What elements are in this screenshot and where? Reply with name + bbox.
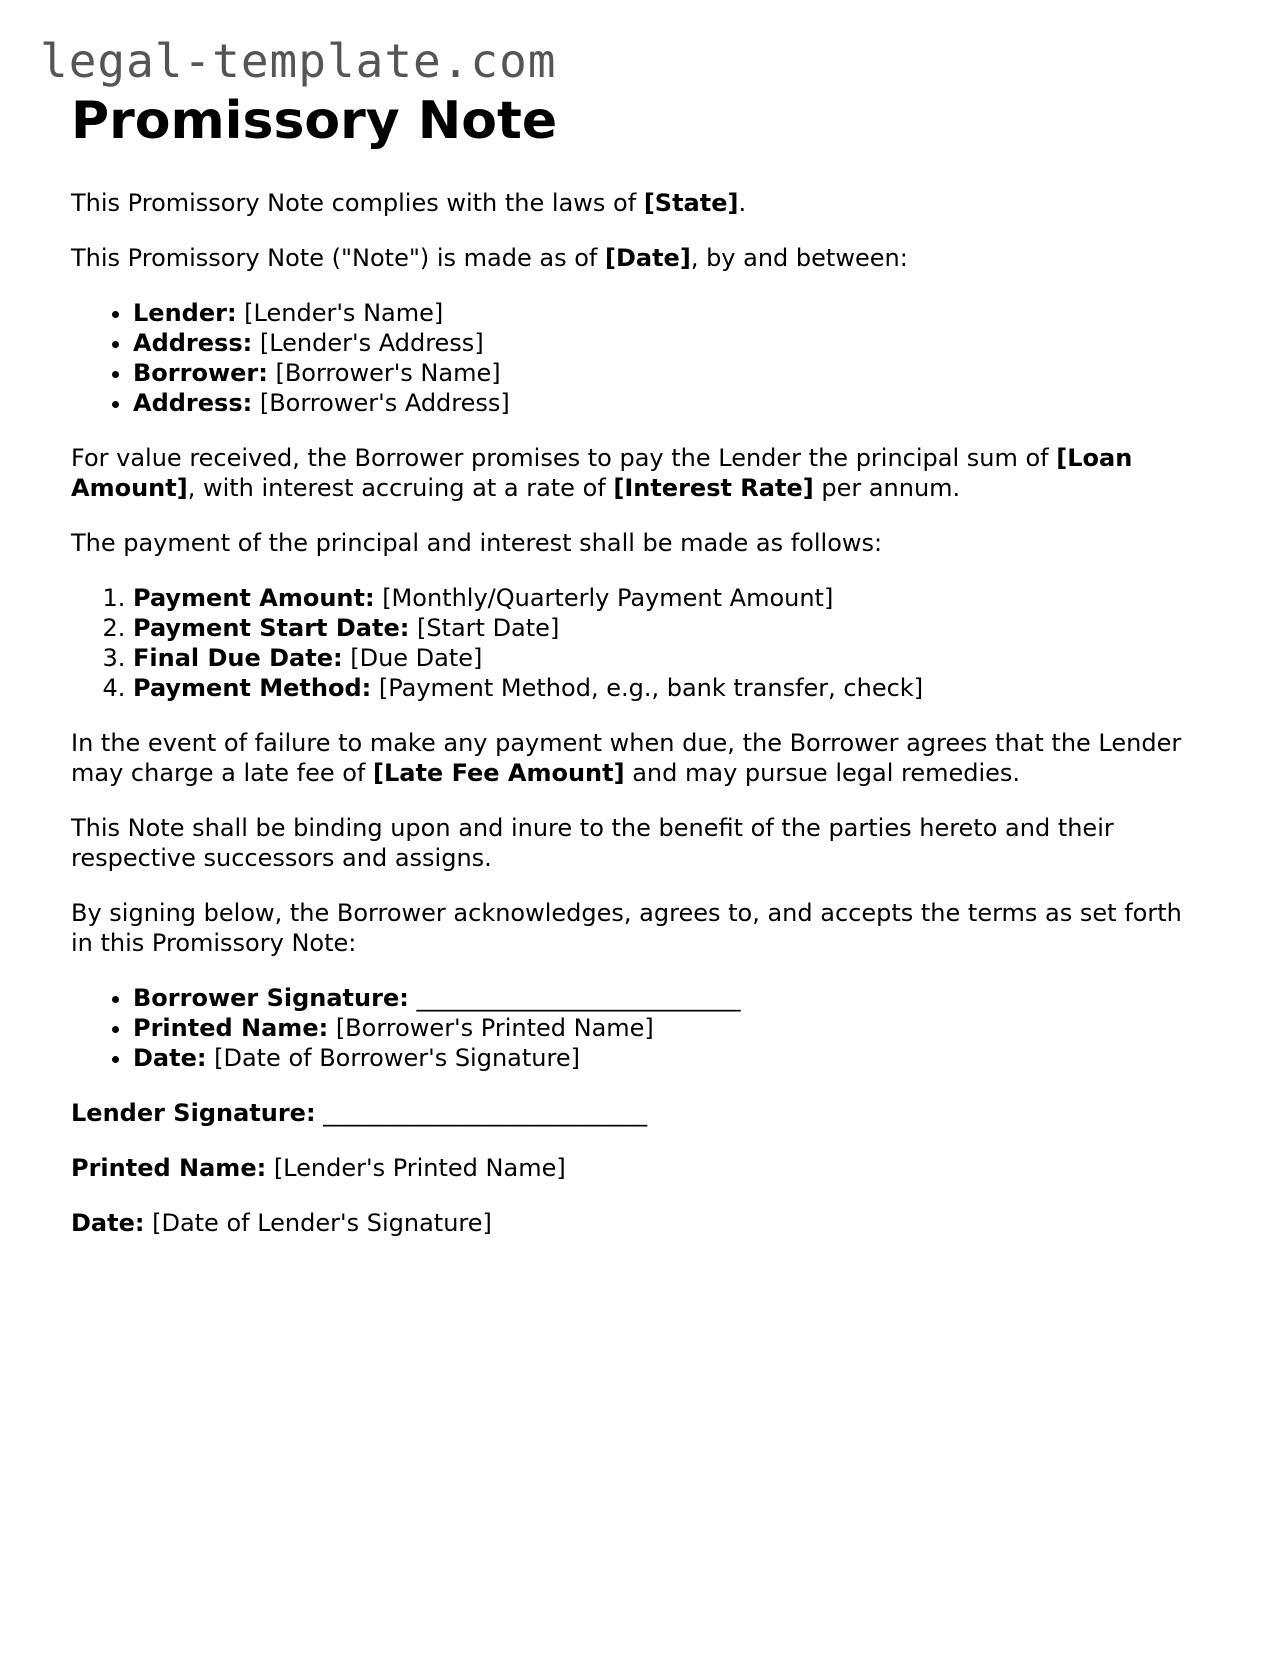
lender-printed-name [71, 1153, 1211, 1183]
parties-text: This Promissory Note ("Note") is made as of [71, 244, 605, 272]
term-value: [Payment Method, e.g., bank transfer, check] [371, 674, 924, 702]
acknowledgment-paragraph: By signing below, the Borrower acknowledges, agrees to, and accepts the terms as set forth in this Promissory Note: [71, 899, 1182, 957]
lender-date [71, 1208, 1211, 1238]
document-title: Promissory Note [71, 91, 558, 151]
payment-terms-list [71, 583, 1211, 703]
list-item [133, 983, 1211, 1013]
lender-printed-name-label: Printed Name: [71, 1154, 267, 1182]
signature-line: ___________________________ [408, 984, 741, 1012]
date-label: Date: [133, 1044, 207, 1072]
late-fee-text: In the event of failure to make any payment when due, the Borrower agrees that the Lender may charge a late fee of [71, 729, 1182, 787]
term-value: [Start Date] [409, 614, 560, 642]
party-label: Address: [133, 389, 253, 417]
party-label: Address: [133, 329, 253, 357]
governing-law-end: . [738, 189, 747, 217]
principal-paragraph [71, 443, 1211, 503]
principal-text: For value received, the Borrower promises to pay the Lender the principal sum of [71, 444, 1057, 472]
date-value: [Date of Borrower's Signature] [206, 1044, 580, 1072]
list-item [133, 298, 1211, 328]
list-item [133, 583, 1211, 613]
governing-law-text: This Promissory Note complies with the laws of [71, 189, 644, 217]
borrower-signature-list [71, 983, 1211, 1073]
printed-name-value: [Borrower's Printed Name] [328, 1014, 654, 1042]
parties-text-end: , by and between: [690, 244, 908, 272]
list-item [133, 673, 1211, 703]
date-placeholder: [Date] [605, 244, 691, 272]
term-label: Payment Amount: [133, 584, 375, 612]
interest-rate-placeholder: [Interest Rate] [613, 474, 814, 502]
late-fee-text-end: and may pursue legal remedies. [624, 759, 1021, 787]
principal-text-middle: , with interest accruing at a rate of [187, 474, 614, 502]
lender-printed-name-value: [Lender's Printed Name] [266, 1154, 566, 1182]
principal-text-end: per annum. [813, 474, 961, 502]
party-value: [Lender's Name] [236, 299, 444, 327]
term-value: [Due Date] [342, 644, 483, 672]
lender-signature-line [71, 1098, 1211, 1128]
state-placeholder: [State] [643, 189, 739, 217]
parties-list [71, 298, 1211, 418]
document-page [71, 88, 1211, 1263]
parties-paragraph [71, 243, 1211, 273]
party-value: [Lender's Address] [252, 329, 484, 357]
party-label: Borrower: [133, 359, 268, 387]
list-item [133, 1013, 1211, 1043]
payment-intro-paragraph: The payment of the principal and interest shall be made as follows: [71, 529, 883, 557]
term-value: [Monthly/Quarterly Payment Amount] [374, 584, 834, 612]
late-fee-paragraph [71, 728, 1211, 788]
lender-signature-label: Lender Signature: [71, 1099, 316, 1127]
party-label: Lender: [133, 299, 237, 327]
term-label: Final Due Date: [133, 644, 343, 672]
list-item [133, 388, 1211, 418]
late-fee-placeholder: [Late Fee Amount] [373, 759, 625, 787]
party-value: [Borrower's Address] [252, 389, 510, 417]
term-label: Payment Method: [133, 674, 372, 702]
lender-date-value: [Date of Lender's Signature] [144, 1209, 492, 1237]
list-item [133, 358, 1211, 388]
party-value: [Borrower's Name] [267, 359, 501, 387]
list-item [133, 328, 1211, 358]
printed-name-label: Printed Name: [133, 1014, 329, 1042]
governing-law-paragraph [71, 188, 1211, 218]
list-item [133, 643, 1211, 673]
lender-signature-blank: ___________________________ [315, 1099, 648, 1127]
watermark-text: legal-template.com [40, 34, 557, 88]
list-item [133, 1043, 1211, 1073]
term-label: Payment Start Date: [133, 614, 410, 642]
loan-amount-placeholder: [Loan Amount] [71, 444, 1133, 502]
lender-date-label: Date: [71, 1209, 145, 1237]
list-item [133, 613, 1211, 643]
signature-label: Borrower Signature: [133, 984, 409, 1012]
binding-paragraph: This Note shall be binding upon and inure to the benefit of the parties hereto and their respective successors and assigns. [71, 814, 1114, 872]
